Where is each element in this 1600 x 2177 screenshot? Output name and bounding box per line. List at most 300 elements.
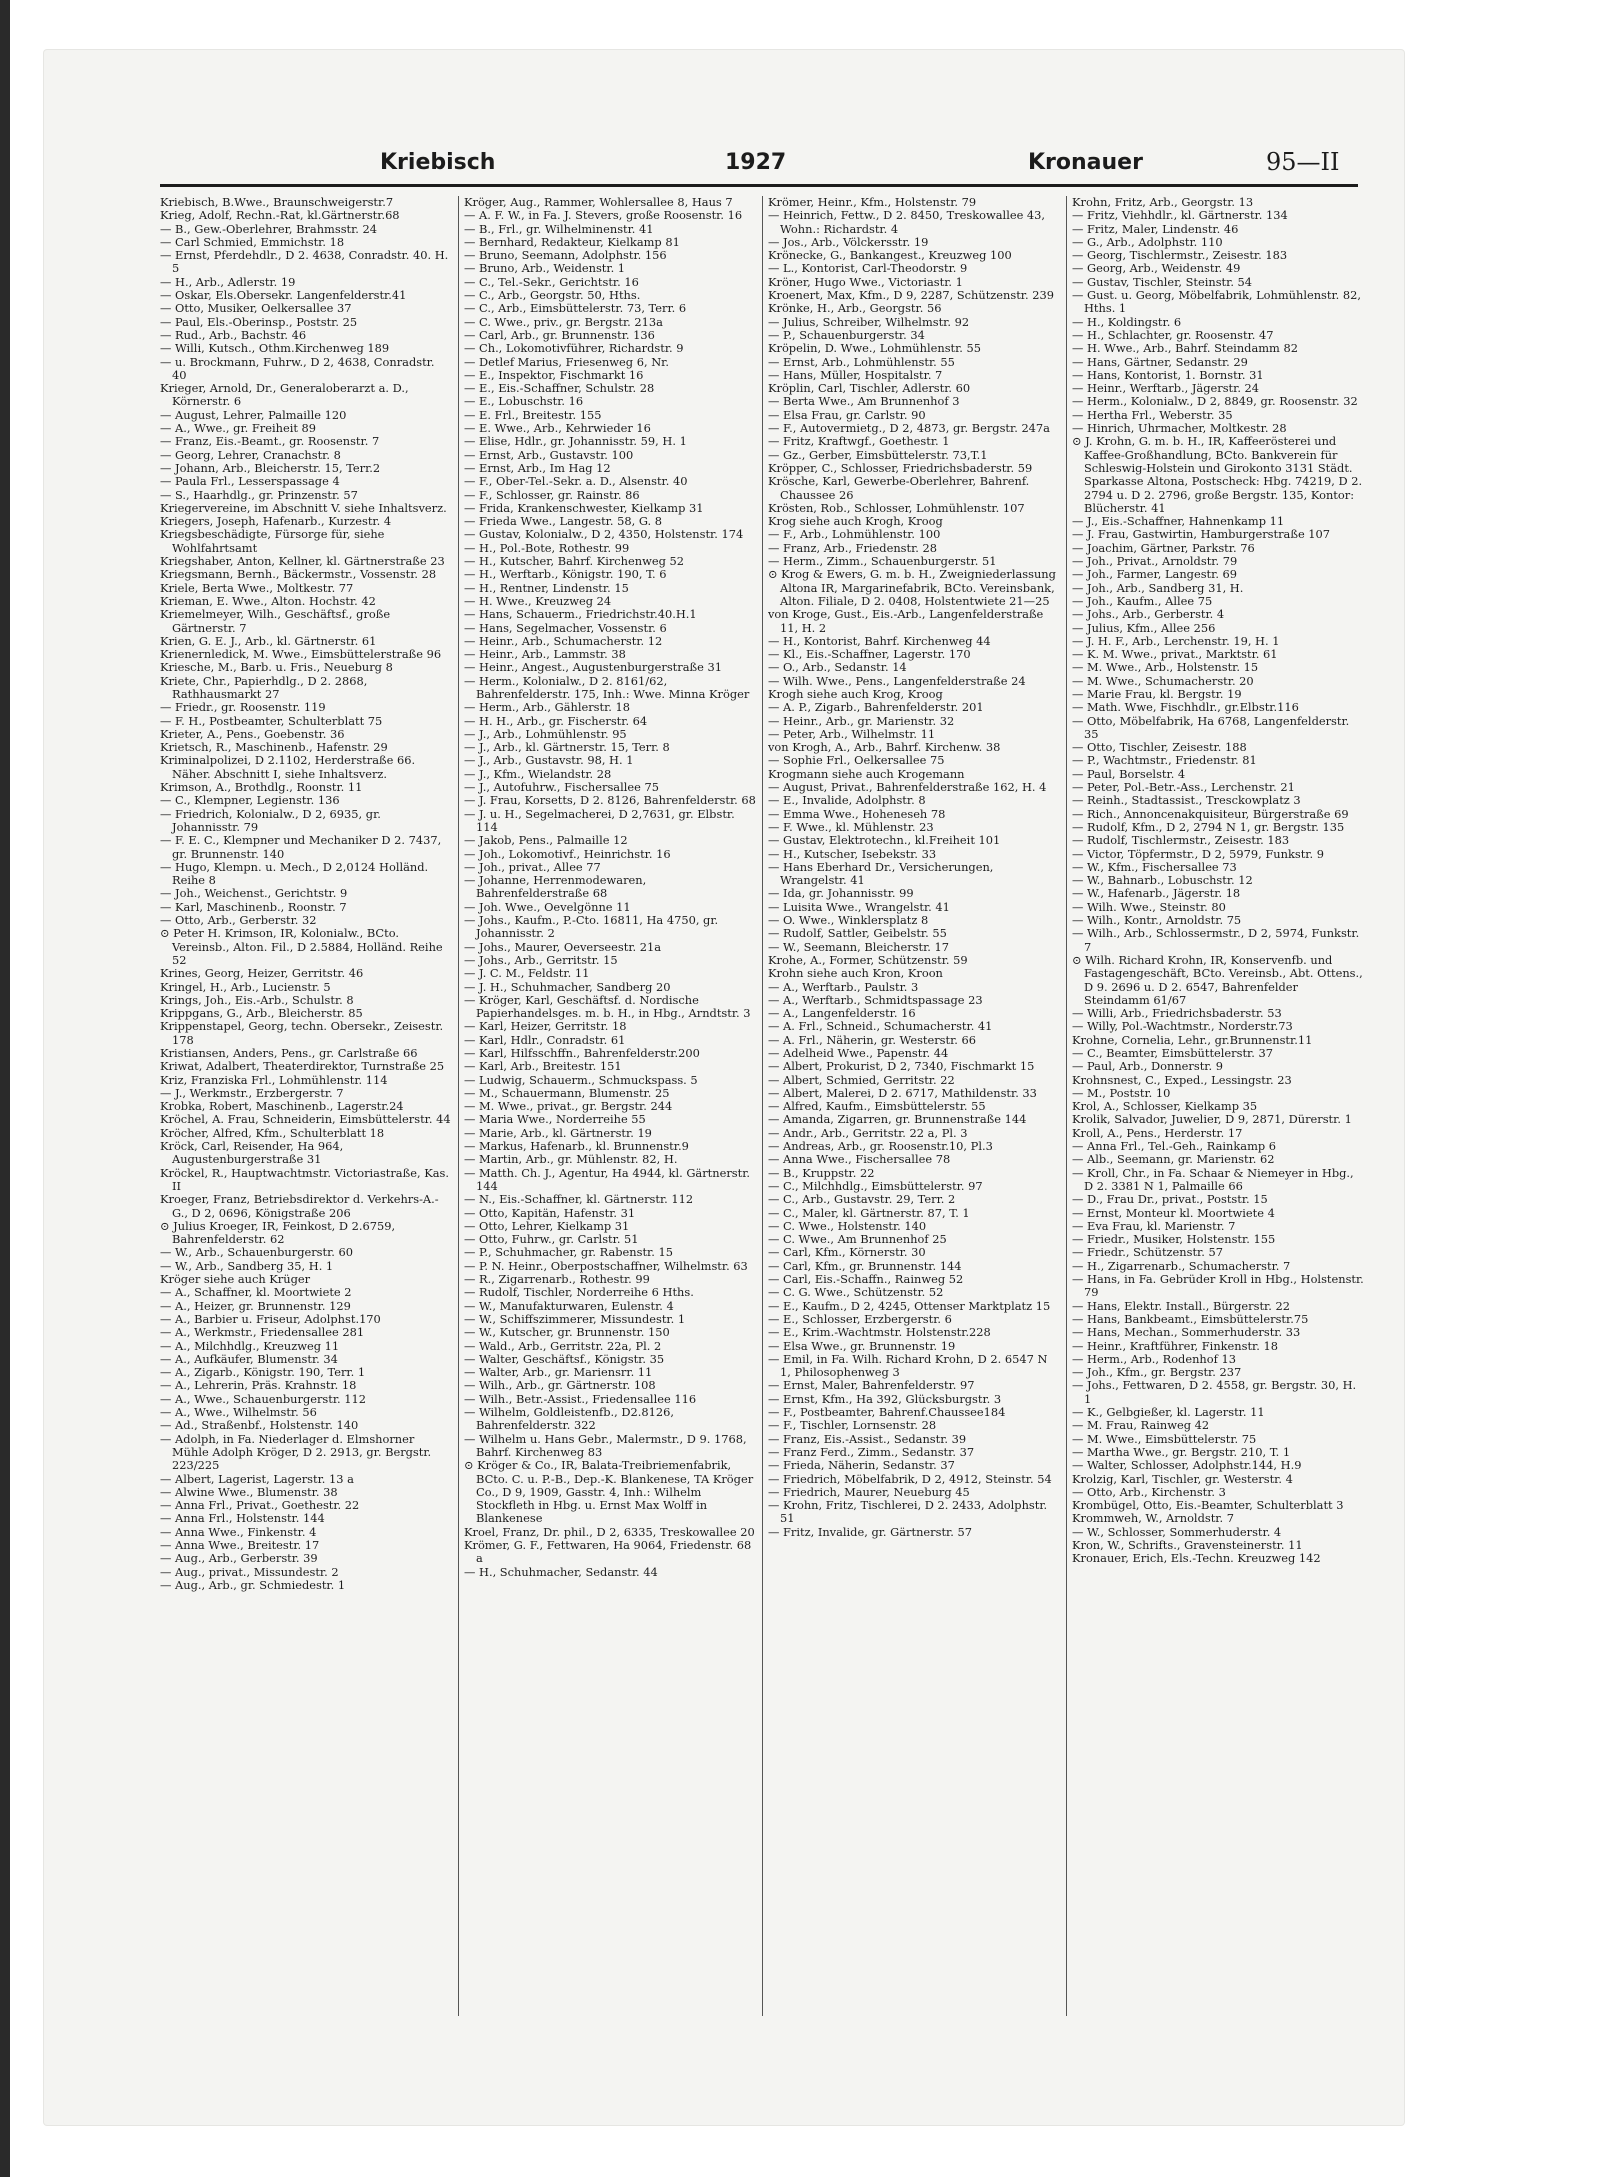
directory-entry: — K., Gelbgießer, kl. Lagerstr. 11	[1072, 1405, 1265, 1420]
directory-entry: Krösten, Rob., Schlosser, Lohmühlenstr. 107	[768, 500, 1025, 515]
directory-entry: ⊙ Peter H. Krimson, IR, Kolonialw., BCto. Vereinsb., Alton. Fil., D 2.5884, Holländ. Reihe 52	[160, 926, 443, 967]
directory-entry: — A. P., Zigarb., Bahrenfelderstr. 201	[768, 700, 984, 715]
directory-entry: — Elsa Wwe., gr. Brunnenstr. 19	[768, 1338, 956, 1353]
directory-entry: Krolik, Salvador, Juwelier, D 9, 2871, Dürerstr. 1	[1072, 1112, 1352, 1127]
directory-entry: — B., Kruppstr. 22	[768, 1165, 875, 1180]
directory-entry: — F. Wwe., kl. Mühlenstr. 23	[768, 819, 934, 834]
directory-entry: — Matth. Ch. J., Agentur, Ha 4944, kl. Gärtnerstr. 144	[464, 1165, 751, 1193]
directory-entry: — Franz, Eis.-Beamt., gr. Roosenstr. 7	[160, 434, 380, 449]
directory-entry: — E., Eis.-Schaffner, Schulstr. 28	[464, 381, 655, 396]
directory-entry: — Julius, Kfm., Allee 256	[1072, 620, 1216, 635]
directory-entry: — M. Frau, Rainweg 42	[1072, 1418, 1210, 1433]
directory-entry: — O., Arb., Sedanstr. 14	[768, 660, 907, 675]
directory-entry: — Bruno, Arb., Weidenstr. 1	[464, 261, 626, 276]
directory-entry: — Peter, Arb., Wilhelmstr. 11	[768, 726, 936, 741]
directory-entry: — H., Werftarb., Königstr. 190, T. 6	[464, 567, 667, 582]
directory-entry: — H., Kontorist, Bahrf. Kirchenweg 44	[768, 633, 991, 648]
directory-entry: — Ida, gr. Johannisstr. 99	[768, 886, 914, 901]
directory-entry: ⊙ J. Krohn, G. m. b. H., IR, Kaffeerösterei und Kaffee-Großhandlung, BCto. Bankverein für Schleswig-Holstein und Girokonto 3131 Städt. Sparkasse Altona, Postscheck: Hbg. 74219, D 2. 2794 u. D 2. 2796, große Bergstr. 135, Kontor: Blücherstr. 41	[1072, 434, 1363, 515]
directory-entry: — Willi, Arb., Friedrichsbaderstr. 53	[1072, 1006, 1282, 1021]
directory-entry: Kröckel, R., Hauptwachtmstr. Victoriastraße, Kas. II	[160, 1165, 449, 1193]
directory-entry: — P., Wachtmstr., Friedenstr. 81	[1072, 753, 1257, 768]
directory-entry: — Marie, Arb., kl. Gärtnerstr. 19	[464, 1125, 652, 1140]
directory-entry: — Johanne, Herrenmodewaren, Bahrenfelderstraße 68	[464, 873, 647, 901]
directory-entry: Kröpper, C., Schlosser, Friedrichsbaderstr. 59	[768, 460, 1033, 475]
directory-entry: — C. G. Wwe., Schützenstr. 52	[768, 1285, 944, 1300]
directory-entry: — C. Wwe., Holstenstr. 140	[768, 1218, 927, 1233]
directory-entry: — Wald., Arb., Gerritstr. 22a, Pl. 2	[464, 1338, 662, 1353]
directory-entry: — Carl, Kfm., gr. Brunnenstr. 144	[768, 1258, 962, 1273]
directory-entry: — Jos., Arb., Völckersstr. 19	[768, 234, 929, 249]
directory-entry: — Markus, Hafenarb., kl. Brunnenstr.9	[464, 1139, 689, 1154]
directory-entry: — Karl, Heizer, Gerritstr. 18	[464, 1019, 627, 1034]
directory-entry: — A., Heizer, gr. Brunnenstr. 129	[160, 1298, 351, 1313]
directory-entry: — H., Zigarrenarb., Schumacherstr. 7	[1072, 1258, 1291, 1273]
directory-entry: — Gustav, Elektrotechn., kl.Freiheit 101	[768, 833, 1001, 848]
directory-entry: — Anna Wwe., Fischersallee 78	[768, 1152, 951, 1167]
directory-entry: — Ch., Lokomotivführer, Richardstr. 9	[464, 341, 684, 356]
directory-entry: — Adolph, in Fa. Niederlager d. Elmshorner Mühle Adolph Kröger, D 2. 2913, gr. Bergstr. 223/225	[160, 1431, 432, 1473]
directory-entry: — Hans, Gärtner, Sedanstr. 29	[1072, 354, 1248, 369]
directory-entry: — Heinr., Arb., gr. Marienstr. 32	[768, 713, 955, 728]
directory-entry: — Gust. u. Georg, Möbelfabrik, Lohmühlenstr. 82, Hths. 1	[1072, 288, 1362, 316]
directory-entry: — Otto, Fuhrw., gr. Carlstr. 51	[464, 1232, 639, 1247]
directory-entry: — Otto, Arb., Gerberstr. 32	[160, 913, 317, 928]
directory-entry: — H., Kutscher, Isebekstr. 33	[768, 846, 937, 861]
directory-entry: Krieter, A., Pens., Goebenstr. 36	[160, 726, 345, 741]
directory-entry: ⊙ Julius Kroeger, IR, Feinkost, D 2.6759, Bahrenfelderstr. 62	[160, 1218, 396, 1247]
directory-entry: — A. Frl., Näherin, gr. Westerstr. 66	[768, 1032, 977, 1047]
directory-entry: — Joh., Lokomotivf., Heinrichstr. 16	[464, 846, 671, 861]
directory-entry: Krogh siehe auch Krog, Kroog	[768, 686, 943, 701]
directory-entry: Krohn siehe auch Kron, Kroon	[768, 966, 943, 981]
directory-entry: — Joh., Privat., Arnoldstr. 79	[1072, 554, 1238, 569]
directory-entry: — F., Arb., Lohmühlenstr. 100	[768, 527, 941, 542]
directory-entry: — Hans, in Fa. Gebrüder Kroll in Hbg., Holstenstr. 79	[1072, 1272, 1364, 1300]
column-3	[768, 196, 1060, 2016]
directory-entry: — Albert, Prokurist, D 2, 7340, Fischmarkt 15	[768, 1059, 1035, 1074]
column-4	[1072, 196, 1364, 2016]
directory-entry: — E. Frl., Breitestr. 155	[464, 407, 602, 422]
directory-entry: — Wilhelm, Goldleistenfb., D2.8126, Bahrenfelderstr. 322	[464, 1405, 674, 1433]
directory-entry: Krieg, Adolf, Rechn.-Rat, kl.Gärtnerstr.68	[160, 208, 400, 223]
directory-entry: — J. Frau, Gastwirtin, Hamburgerstraße 107	[1072, 527, 1331, 542]
directory-entry: — N., Eis.-Schaffner, kl. Gärtnerstr. 112	[464, 1192, 694, 1207]
directory-entry: Kroeger, Franz, Betriebsdirektor d. Verkehrs-A.-G., D 2, 0696, Königstraße 206	[160, 1192, 439, 1220]
directory-entry: — Heinr., Kraftführer, Finkenstr. 18	[1072, 1338, 1278, 1353]
column-divider	[458, 196, 459, 2016]
directory-entry: — Joh., privat., Allee 77	[464, 859, 601, 874]
directory-entry: — Krohn, Fritz, Tischlerei, D 2. 2433, Adolphstr. 51	[768, 1498, 1048, 1526]
directory-entry: — A., Wwe., gr. Freiheit 89	[160, 421, 317, 436]
directory-entry: — E. Wwe., Arb., Kehrwieder 16	[464, 421, 651, 436]
directory-entry: — Paul, Els.-Oberinsp., Poststr. 25	[160, 314, 358, 329]
directory-entry: — August, Lehrer, Palmaille 120	[160, 407, 347, 422]
directory-entry: Krösche, Karl, Gewerbe-Oberlehrer, Bahrenf. Chaussee 26	[768, 474, 1030, 502]
directory-entry: — G., Arb., Adolphstr. 110	[1072, 234, 1223, 249]
directory-entry: Krings, Joh., Eis.-Arb., Schulstr. 8	[160, 992, 354, 1007]
directory-entry: — D., Frau Dr., privat., Poststr. 15	[1072, 1192, 1268, 1207]
directory-entry: — Ludwig, Schauerm., Schmuckspass. 5	[464, 1072, 698, 1087]
directory-entry: — Luisita Wwe., Wrangelstr. 41	[768, 899, 950, 914]
directory-entry: — Oskar, Els.Obersekr. Langenfelderstr.41	[160, 288, 407, 303]
directory-entry: — Reinh., Stadtassist., Tresckowplatz 3	[1072, 793, 1301, 808]
directory-entry: Krieger, Arnold, Dr., Generaloberarzt a. D., Körnerstr. 6	[160, 381, 409, 409]
directory-entry: — Aug., Arb., Gerberstr. 39	[160, 1551, 318, 1566]
directory-entry: — Heinr., Arb., Lammstr. 38	[464, 647, 626, 662]
directory-entry: — Ernst, Monteur kl. Moortwiete 4	[1072, 1205, 1275, 1220]
directory-entry: Krien, G. E. J., Arb., kl. Gärtnerstr. 61	[160, 633, 377, 648]
directory-entry: — Paula Frl., Lesserspassage 4	[160, 474, 340, 489]
directory-entry: Krippenstapel, Georg, techn. Obersekr., Zeisestr. 178	[160, 1019, 444, 1047]
directory-entry: — Gustav, Tischler, Steinstr. 54	[1072, 274, 1253, 289]
directory-entry: — Friedrich, Maurer, Neueburg 45	[768, 1484, 970, 1499]
directory-entry: — Anna Frl., Privat., Goethestr. 22	[160, 1498, 360, 1513]
directory-entry: — Herm., Arb., Rodenhof 13	[1072, 1351, 1236, 1366]
directory-entry: von Kroge, Gust., Eis.-Arb., Langenfelderstraße 11, H. 2	[768, 607, 1044, 635]
directory-entry: — Anna Wwe., Finkenstr. 4	[160, 1524, 317, 1539]
directory-entry: — Julius, Schreiber, Wilhelmstr. 92	[768, 314, 970, 329]
directory-entry: Krimson, A., Brothdlg., Roonstr. 11	[160, 780, 363, 795]
directory-entry: — Gz., Gerber, Eimsbüttelerstr. 73,T.1	[768, 447, 988, 462]
directory-entry: — Kl., Eis.-Schaffner, Lagerstr. 170	[768, 647, 971, 662]
directory-entry: — Hans, Mechan., Sommerhuderstr. 33	[1072, 1325, 1301, 1340]
directory-entry: — Friedrich, Kolonialw., D 2, 6935, gr. Johannisstr. 79	[160, 806, 381, 834]
directory-entry: — Ernst, Arb., Im Hag 12	[464, 460, 611, 475]
directory-entry: — Ernst, Kfm., Ha 392, Glücksburgstr. 3	[768, 1391, 1002, 1406]
directory-entry: — Carl Schmied, Emmichstr. 18	[160, 234, 345, 249]
scan-edge-strip	[0, 0, 10, 2177]
directory-entry: — W., Hafenarb., Jägerstr. 18	[1072, 886, 1241, 901]
directory-entry: — Johs., Arb., Gerritstr. 15	[464, 952, 618, 967]
directory-entry: — Adelheid Wwe., Papenstr. 44	[768, 1046, 949, 1060]
directory-entry: — E., Kaufm., D 2, 4245, Ottenser Marktplatz 15	[768, 1298, 1051, 1313]
directory-entry: Krog siehe auch Krogh, Kroog	[768, 514, 943, 529]
directory-entry: — E., Lobuschstr. 16	[464, 394, 584, 409]
directory-entry: — A. Frl., Schneid., Schumacherstr. 41	[768, 1019, 993, 1034]
directory-entry: — W., Kfm., Fischersallee 73	[1072, 859, 1237, 874]
directory-entry: — Georg, Arb., Weidenstr. 49	[1072, 261, 1241, 276]
directory-entry: — Friedr., Musiker, Holstenstr. 155	[1072, 1232, 1276, 1247]
directory-entry: Kroll, A., Pens., Herderstr. 17	[1072, 1125, 1243, 1140]
directory-entry: — Heinr., Angest., Augustenburgerstraße 31	[464, 660, 722, 675]
directory-entry: — Walter, Geschäftsf., Königstr. 35	[464, 1351, 665, 1366]
header-last-entry: Kronauer	[1028, 150, 1143, 175]
directory-entry: — Hinrich, Uhrmacher, Moltkestr. 28	[1072, 421, 1287, 436]
directory-entry: — Wilh., Kontr., Arnoldstr. 75	[1072, 913, 1242, 928]
directory-entry: — A., Werftarb., Schmidtspassage 23	[768, 992, 983, 1007]
directory-entry: — Frida, Krankenschwester, Kielkamp 31	[464, 500, 704, 515]
directory-entry: — Jakob, Pens., Palmaille 12	[464, 833, 628, 848]
directory-entry: — J., Arb., Gustavstr. 98, H. 1	[464, 753, 634, 768]
directory-entry: — Sophie Frl., Oelkersallee 75	[768, 753, 945, 768]
directory-entry: — Karl, Hilfsschffn., Bahrenfelderstr.200	[464, 1046, 700, 1060]
directory-entry: — Karl, Maschinenb., Roonstr. 7	[160, 899, 347, 914]
directory-entry: — H. Wwe., Kreuzweg 24	[464, 593, 612, 608]
directory-entry: — Karl, Hdlr., Conradstr. 61	[464, 1032, 626, 1047]
directory-entry: — J., Kfm., Wielandstr. 28	[464, 766, 612, 781]
directory-entry: — Alwine Wwe., Blumenstr. 38	[160, 1484, 338, 1499]
directory-entry: — W., Schiffszimmerer, Missundestr. 1	[464, 1311, 686, 1326]
directory-entry: — Albert, Malerei, D 2. 6717, Mathildenstr. 33	[768, 1085, 1037, 1100]
directory-entry: — Joh., Kaufm., Allee 75	[1072, 593, 1213, 608]
directory-entry: — Eva Frau, kl. Marienstr. 7	[1072, 1218, 1236, 1233]
directory-entry: Krönecke, G., Bankangest., Kreuzweg 100	[768, 248, 1012, 263]
directory-entry: Krohn, Fritz, Arb., Georgstr. 13	[1072, 196, 1254, 209]
directory-entry: — Heinr., Werftarb., Jägerstr. 24	[1072, 381, 1260, 396]
directory-entry: — Frieda Wwe., Langestr. 58, G. 8	[464, 514, 663, 529]
directory-entry: — J., Arb., Lohmühlenstr. 95	[464, 726, 627, 741]
directory-entry: Kriegers, Joseph, Hafenarb., Kurzestr. 4	[160, 514, 392, 529]
directory-entry: — P., Schauenburgerstr. 34	[768, 327, 925, 342]
directory-entry: — Otto, Lehrer, Kielkamp 31	[464, 1218, 630, 1233]
header-year: 1927	[725, 150, 787, 175]
directory-entry: — H. Wwe., Arb., Bahrf. Steindamm 82	[1072, 341, 1298, 356]
directory-entry: — Franz, Arb., Friedenstr. 28	[768, 540, 938, 555]
directory-entry: — C. Wwe., priv., gr. Bergstr. 213a	[464, 314, 663, 329]
directory-entry: — Willi, Kutsch., Othm.Kirchenweg 189	[160, 341, 390, 356]
directory-entry: — Gustav, Kolonialw., D 2, 4350, Holstenstr. 174	[464, 527, 744, 542]
header-rule	[160, 184, 1358, 187]
directory-entry: — E., Invalide, Adolphstr. 8	[768, 793, 926, 808]
directory-entry: — H., Koldingstr. 6	[1072, 314, 1182, 329]
directory-entry: Krogmann siehe auch Krogemann	[768, 766, 965, 781]
directory-entry: — W., Schlosser, Sommerhuderstr. 4	[1072, 1524, 1282, 1539]
directory-entry: — Elsa Frau, gr. Carlstr. 90	[768, 407, 926, 422]
directory-entry: Krobka, Robert, Maschinenb., Lagerstr.24	[160, 1099, 404, 1114]
directory-entry: — Otto, Arb., Kirchenstr. 3	[1072, 1484, 1226, 1499]
directory-entry: — Elise, Hdlr., gr. Johannisstr. 59, H. 1	[464, 434, 687, 449]
directory-entry: — Johs., Fettwaren, D 2. 4558, gr. Bergstr. 30, H. 1	[1072, 1378, 1357, 1406]
directory-entry: — P. N. Heinr., Oberpostschaffner, Wilhelmstr. 63	[464, 1258, 748, 1273]
directory-entry: Kriemelmeyer, Wilh., Geschäftsf., große Gärtnerstr. 7	[160, 607, 391, 635]
directory-entry: — Johann, Arb., Bleicherstr. 15, Terr.2	[160, 460, 381, 475]
directory-entry: — A., Werftarb., Paulstr. 3	[768, 979, 919, 994]
directory-entry: — Anna Frl., Holstenstr. 144	[160, 1511, 325, 1526]
directory-entry: — Herm., Arb., Gählerstr. 18	[464, 700, 631, 715]
directory-entry: — Fritz, Kraftwgf., Goethestr. 1	[768, 434, 950, 449]
directory-entry: — Herm., Kolonialw., D 2. 8161/62, Bahrenfelderstr. 175, Inh.: Wwe. Minna Kröger	[464, 673, 750, 701]
directory-entry: — Fritz, Maler, Lindenstr. 46	[1072, 221, 1239, 236]
directory-entry: — C., Klempner, Legienstr. 136	[160, 793, 340, 808]
directory-entry: — Johs., Arb., Gerberstr. 4	[1072, 607, 1225, 622]
directory-entry: Kroenert, Max, Kfm., D 9, 2287, Schützenstr. 239	[768, 288, 1054, 303]
directory-entry: — W., Arb., Sandberg 35, H. 1	[160, 1258, 334, 1273]
directory-entry: — Friedrich, Möbelfabrik, D 2, 4912, Steinstr. 54	[768, 1471, 1052, 1486]
directory-entry: Krommweh, W., Arnoldstr. 7	[1072, 1511, 1234, 1526]
directory-entry: — Johs., Maurer, Oeverseestr. 21a	[464, 939, 662, 954]
directory-entry: Kröcher, Alfred, Kfm., Schulterblatt 18	[160, 1125, 385, 1140]
directory-entry: — Rich., Annoncenakquisiteur, Bürgerstraße 69	[1072, 806, 1349, 821]
directory-entry: — Friedr., gr. Roosenstr. 119	[160, 700, 326, 715]
directory-entry: von Krogh, A., Arb., Bahrf. Kirchenw. 38	[768, 740, 1001, 755]
directory-entry: — Alfred, Kaufm., Eimsbüttelerstr. 55	[768, 1099, 986, 1114]
directory-entry: — Rudolf, Tischlermstr., Zeisestr. 183	[1072, 833, 1290, 848]
directory-entry: — Bruno, Seemann, Adolphstr. 156	[464, 248, 667, 263]
directory-entry: — A., Langenfelderstr. 16	[768, 1006, 916, 1021]
directory-entry: — W., Manufakturwaren, Eulenstr. 4	[464, 1298, 674, 1313]
directory-entry: — C., Arb., Eimsbüttelerstr. 73, Terr. 6	[464, 301, 687, 316]
directory-entry: — Joh. Wwe., Oevelgönne 11	[464, 899, 631, 914]
directory-entry: — H., Arb., Adlerstr. 19	[160, 274, 296, 289]
directory-entry: — Victor, Töpfermstr., D 2, 5979, Funkstr. 9	[1072, 846, 1324, 861]
directory-entry: ⊙ Kröger & Co., IR, Balata-Treibriemenfabrik, BCto. C. u. P.-B., Dep.-K. Blankenese, TA Kröger Co., D 9, 1909, Gasstr. 4, Inh.: Wilhelm Stockfleth in Hbg. u. Ernst Max Wolff in Blankenese	[464, 1458, 754, 1526]
directory-entry: — H., Rentner, Lindenstr. 15	[464, 580, 629, 595]
directory-entry: — F., Postbeamter, Bahrenf.Chaussee184	[768, 1405, 1006, 1420]
directory-entry: — S., Haarhdlg., gr. Prinzenstr. 57	[160, 487, 358, 502]
directory-entry: — Hans, Elektr. Install., Bürgerstr. 22	[1072, 1298, 1290, 1313]
directory-entry: — Andr., Arb., Gerritstr. 22 a, Pl. 3	[768, 1125, 968, 1140]
directory-entry: Kriegsmann, Bernh., Bäckermstr., Vossenstr. 28	[160, 567, 437, 582]
directory-entry: — Math. Wwe, Fischhdlr., gr.Elbstr.116	[1072, 700, 1299, 715]
directory-entry: — Frieda, Näherin, Sedanstr. 37	[768, 1458, 955, 1473]
directory-entry: — Joh., Arb., Sandberg 31, H.	[1072, 580, 1244, 595]
directory-entry: — Albert, Schmied, Gerritstr. 22	[768, 1072, 955, 1087]
directory-entry: — Otto, Möbelfabrik, Ha 6768, Langenfelderstr. 35	[1072, 713, 1350, 741]
directory-entry: Kröchel, A. Frau, Schneiderin, Eimsbüttelerstr. 44	[160, 1112, 451, 1127]
directory-entry: — Hans, Segelmacher, Vossenstr. 6	[464, 620, 667, 635]
directory-entry: — Hans Eberhard Dr., Versicherungen, Wrangelstr. 41	[768, 859, 994, 888]
directory-entry: Kristiansen, Anders, Pens., gr. Carlstraße 66	[160, 1046, 418, 1060]
directory-entry: — Joh., Kfm., gr. Bergstr. 237	[1072, 1365, 1242, 1380]
directory-entry: — A., Aufkäufer, Blumenstr. 34	[160, 1351, 338, 1366]
directory-entry: — B., Frl., gr. Wilhelminenstr. 41	[464, 221, 654, 236]
directory-entry: — Wilh., Arb., gr. Gärtnerstr. 108	[464, 1378, 656, 1393]
directory-entry: — Kröger, Karl, Geschäftsf. d. Nordische Papierhandelsges. m. b. H., in Hbg., Arndtstr. 3	[464, 992, 751, 1021]
directory-entry: — Franz Ferd., Zimm., Sedanstr. 37	[768, 1444, 975, 1459]
directory-entry: Krines, Georg, Heizer, Gerritstr. 46	[160, 966, 364, 981]
directory-entry: — Marie Frau, kl. Bergstr. 19	[1072, 686, 1242, 701]
directory-entry: Krohne, Cornelia, Lehr., gr.Brunnenstr.11	[1072, 1032, 1313, 1047]
directory-entry: — Hans, Müller, Hospitalstr. 7	[768, 367, 943, 382]
directory-entry: Krömer, Heinr., Kfm., Holstenstr. 79	[768, 196, 977, 209]
directory-entry: — Amanda, Zigarren, gr. Brunnenstraße 144	[768, 1112, 1027, 1127]
directory-entry: — Anna Wwe., Breitestr. 17	[160, 1537, 320, 1552]
directory-entry: — O. Wwe., Winklersplatz 8	[768, 913, 929, 928]
directory-entry: — Friedr., Schützenstr. 57	[1072, 1245, 1223, 1260]
directory-entry: — Ad., Straßenbf., Holstenstr. 140	[160, 1418, 359, 1433]
directory-entry: — J. C. M., Feldstr. 11	[464, 966, 590, 981]
directory-entry: — Joh., Weichenst., Gerichtstr. 9	[160, 886, 348, 901]
directory-entry: — Ernst, Arb., Lohmühlenstr. 55	[768, 354, 955, 369]
directory-entry: — Ernst, Pferdehdlr., D 2. 4638, Conradstr. 40. H. 5	[160, 248, 449, 276]
directory-entry: — Wilhelm u. Hans Gebr., Malermstr., D 9. 1768, Bahrf. Kirchenweg 83	[464, 1431, 747, 1459]
directory-entry: — Fritz, Invalide, gr. Gärtnerstr. 57	[768, 1524, 972, 1539]
directory-entry: — Aug., privat., Missundestr. 2	[160, 1564, 339, 1579]
directory-entry: — E., Schlosser, Erzbergerstr. 6	[768, 1311, 952, 1326]
directory-entry: Krombügel, Otto, Eis.-Beamter, Schulterblatt 3	[1072, 1498, 1344, 1513]
directory-entry: — Karl, Arb., Breitestr. 151	[464, 1059, 622, 1074]
directory-entry: Kroel, Franz, Dr. phil., D 2, 6335, Treskowallee 20	[464, 1524, 755, 1539]
directory-entry: — Carl, Eis.-Schaffn., Rainweg 52	[768, 1272, 964, 1287]
directory-entry: — Emma Wwe., Hoheneseh 78	[768, 806, 946, 821]
directory-entry: Kriz, Franziska Frl., Lohmühlenstr. 114	[160, 1072, 388, 1087]
directory-entry: — Peter, Pol.-Betr.-Ass., Lerchenstr. 21	[1072, 780, 1295, 795]
directory-entry: Kriwat, Adalbert, Theaterdirektor, Turnstraße 25	[160, 1059, 445, 1074]
directory-entry: — C., Arb., Georgstr. 50, Hths.	[464, 288, 641, 303]
directory-entry: Krömer, G. F., Fettwaren, Ha 9064, Friedenstr. 68 a	[464, 1537, 752, 1566]
directory-entry: — Rudolf, Tischler, Norderreihe 6 Hths.	[464, 1285, 694, 1300]
directory-entry: — W., Seemann, Bleicherstr. 17	[768, 939, 950, 954]
directory-entry: — F., Schlosser, gr. Rainstr. 86	[464, 487, 640, 502]
directory-entry: — Hugo, Klempn. u. Mech., D 2,0124 Holländ. Reihe 8	[160, 859, 429, 888]
directory-entry: — M. Wwe., Eimsbüttelerstr. 75	[1072, 1431, 1257, 1446]
directory-entry: — Wilh., Betr.-Assist., Friedensallee 116	[464, 1391, 697, 1406]
directory-entry: — Kroll, Chr., in Fa. Schaar & Niemeyer in Hbg., D 2. 3381 N 1, Palmaille 66	[1072, 1165, 1354, 1193]
directory-entry: — M. Wwe., Arb., Holstenstr. 15	[1072, 660, 1259, 675]
directory-entry: — W., Bahnarb., Lobuschstr. 12	[1072, 873, 1253, 888]
column-2	[464, 196, 756, 2016]
directory-entry: — C., Arb., Gustavstr. 29, Terr. 2	[768, 1192, 956, 1207]
directory-entry: — A., Wwe., Schauenburgerstr. 112	[160, 1391, 367, 1406]
directory-entry: — A. F. W., in Fa. J. Stevers, große Roosenstr. 16	[464, 208, 743, 223]
directory-entry: Kröner, Hugo Wwe., Victoriastr. 1	[768, 274, 963, 289]
directory-entry: — H., Pol.-Bote, Rothestr. 99	[464, 540, 630, 555]
directory-entry: — Heinrich, Fettw., D 2. 8450, Treskowallee 43, Wohn.: Richardstr. 4	[768, 208, 1046, 236]
directory-entry: — M. Wwe., privat., gr. Bergstr. 244	[464, 1099, 673, 1114]
directory-entry: — Paul, Arb., Donnerstr. 9	[1072, 1059, 1223, 1074]
directory-entry: Kröck, Carl, Reisender, Ha 964, Augustenburgerstraße 31	[160, 1139, 344, 1167]
directory-entry: — Hertha Frl., Weberstr. 35	[1072, 407, 1233, 422]
directory-entry: Kröpelin, D. Wwe., Lohmühlenstr. 55	[768, 341, 982, 356]
directory-entry: — F., Autovermietg., D 2, 4873, gr. Bergstr. 247a	[768, 421, 1050, 436]
directory-entry: — C., Beamter, Eimsbüttelerstr. 37	[1072, 1046, 1273, 1060]
directory-entry: — Ernst, Arb., Gustavstr. 100	[464, 447, 634, 462]
directory-entry: Kriminalpolizei, D 2.1102, Herderstraße 66. Näher. Abschnitt I, siehe Inhaltsverz.	[160, 753, 416, 781]
directory-entry: Krieman, E. Wwe., Alton. Hochstr. 42	[160, 593, 376, 608]
directory-entry: — Emil, in Fa. Wilh. Richard Krohn, D 2. 6547 N 1, Philosophenweg 3	[768, 1351, 1048, 1380]
column-1	[160, 196, 452, 2016]
directory-entry: Kröplin, Carl, Tischler, Adlerstr. 60	[768, 381, 971, 396]
directory-entry: — B., Gew.-Oberlehrer, Brahmsstr. 24	[160, 221, 378, 236]
directory-entry: — Fritz, Viehhdlr., kl. Gärtnerstr. 134	[1072, 208, 1288, 223]
directory-entry: — Franz, Eis.-Assist., Sedanstr. 39	[768, 1431, 967, 1446]
directory-entry: — E., Inspektor, Fischmarkt 16	[464, 367, 644, 382]
directory-entry: — Berta Wwe., Am Brunnenhof 3	[768, 394, 960, 409]
directory-entry: Kriesche, M., Barb. u. Fris., Neueburg 8	[160, 660, 393, 675]
directory-entry: Krietsch, R., Maschinenb., Hafenstr. 29	[160, 740, 388, 755]
directory-entry: Kriete, Chr., Papierhdlg., D 2. 2868, Rathhausmarkt 27	[160, 673, 368, 701]
directory-entry: — J., Autofuhrw., Fischersallee 75	[464, 780, 659, 795]
directory-entry: — W., Kutscher, gr. Brunnenstr. 150	[464, 1325, 670, 1340]
directory-entry: — F., Ober-Tel.-Sekr. a. D., Alsenstr. 40	[464, 474, 688, 489]
directory-entry: — Georg, Tischlermstr., Zeisestr. 183	[1072, 248, 1288, 263]
directory-entry: — Hans, Bankbeamt., Eimsbüttelerstr.75	[1072, 1311, 1309, 1326]
directory-entry: — Otto, Musiker, Oelkersallee 37	[160, 301, 352, 316]
directory-entry: — Andreas, Arb., gr. Roosenstr.10, Pl.3	[768, 1139, 993, 1154]
directory-entry: — Johs., Kaufm., P.-Cto. 16811, Ha 4750, gr. Johannisstr. 2	[464, 913, 719, 941]
directory-entry: Kriele, Berta Wwe., Moltkestr. 77	[160, 580, 354, 595]
directory-entry: — F. H., Postbeamter, Schulterblatt 75	[160, 713, 383, 728]
directory-entry: — Martha Wwe., gr. Bergstr. 210, T. 1	[1072, 1444, 1291, 1459]
directory-entry: — Maria Wwe., Norderreihe 55	[464, 1112, 646, 1127]
directory-entry: — Martin, Arb., gr. Mühlenstr. 82, H.	[464, 1152, 678, 1167]
directory-entry: Krönke, H., Arb., Georgstr. 56	[768, 301, 942, 316]
page-number: 95—II	[1266, 148, 1340, 176]
directory-entry: Kriegshaber, Anton, Kellner, kl. Gärtnerstraße 23	[160, 554, 445, 569]
directory-entry: — L., Kontorist, Carl-Theodorstr. 9	[768, 261, 968, 276]
directory-entry: — Hans, Schauerm., Friedrichstr.40.H.1	[464, 607, 697, 622]
directory-entry: — F., Tischler, Lornsenstr. 28	[768, 1418, 937, 1433]
directory-entry: — u. Brockmann, Fuhrw., D 2, 4638, Conradstr. 40	[160, 354, 435, 382]
directory-entry: — A., Werkmstr., Friedensallee 281	[160, 1325, 365, 1340]
directory-entry: — Paul, Borselstr. 4	[1072, 766, 1186, 781]
directory-entry: — J., Arb., kl. Gärtnerstr. 15, Terr. 8	[464, 740, 670, 755]
directory-entry: — J. H. F., Arb., Lerchenstr. 19, H. 1	[1072, 633, 1280, 648]
directory-entry: ⊙ Wilh. Richard Krohn, IR, Konservenfb. und Fastagengeschäft, BCto. Vereinsb., Abt. Ottens., D 9. 2696 u. D 2. 6547, Bahrenfelder Steindamm 61/67	[1072, 952, 1363, 1007]
directory-entry: — C., Tel.-Sekr., Gerichtstr. 16	[464, 274, 639, 289]
directory-entry: — M., Poststr. 10	[1072, 1085, 1171, 1100]
